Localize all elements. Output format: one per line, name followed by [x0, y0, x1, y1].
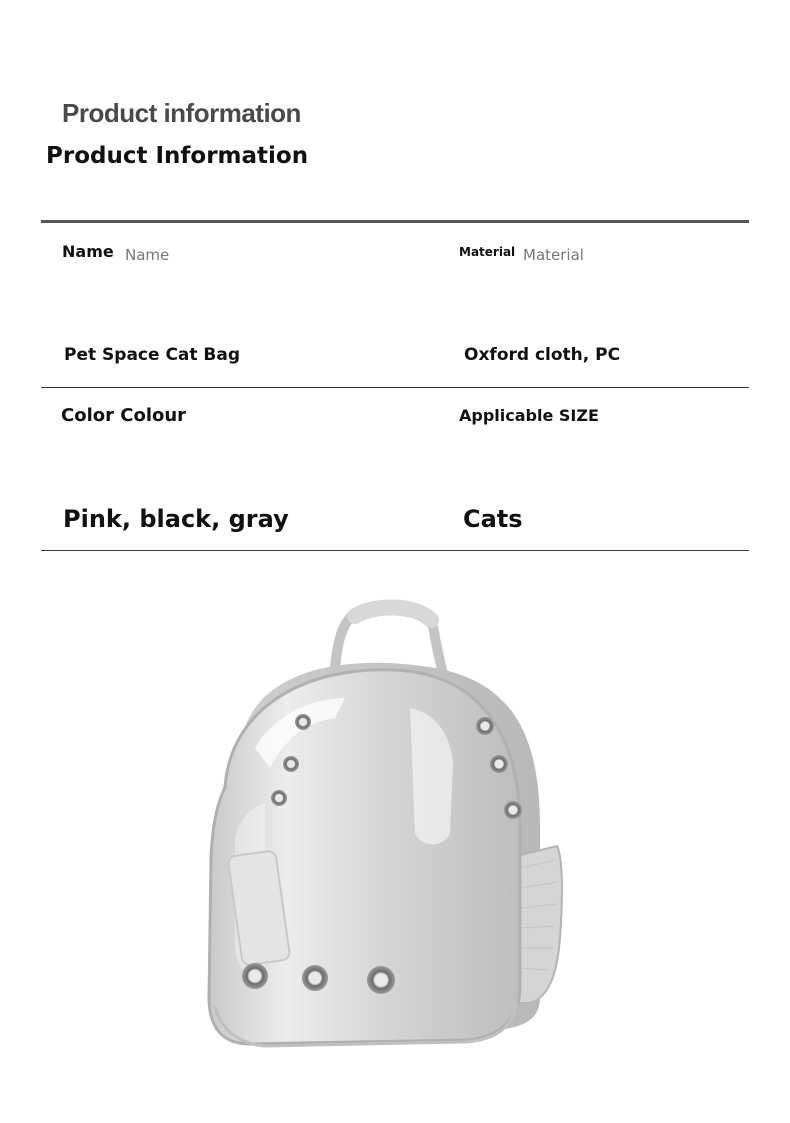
page-subtitle: Product Information [46, 143, 309, 169]
top-divider [41, 220, 749, 223]
cat-backpack-icon [195, 598, 585, 1058]
spec-name-label: Name [62, 242, 114, 261]
spec-material-label-en: Material [523, 246, 584, 264]
middle-divider [41, 387, 749, 388]
spec-color-value: Pink, black, gray [63, 505, 289, 533]
product-image [195, 598, 585, 1058]
spec-name-value: Pet Space Cat Bag [64, 345, 241, 365]
spec-name-label-en: Name [125, 246, 170, 264]
spec-material-label: Material [459, 245, 516, 259]
page-title: Product information [62, 98, 301, 128]
spec-material-value: Oxford cloth, PC [464, 345, 621, 365]
spec-size-label: Applicable SIZE [459, 406, 599, 425]
spec-color-label: Color Colour [61, 405, 187, 426]
bottom-divider [41, 550, 749, 551]
spec-size-value: Cats [463, 505, 523, 533]
